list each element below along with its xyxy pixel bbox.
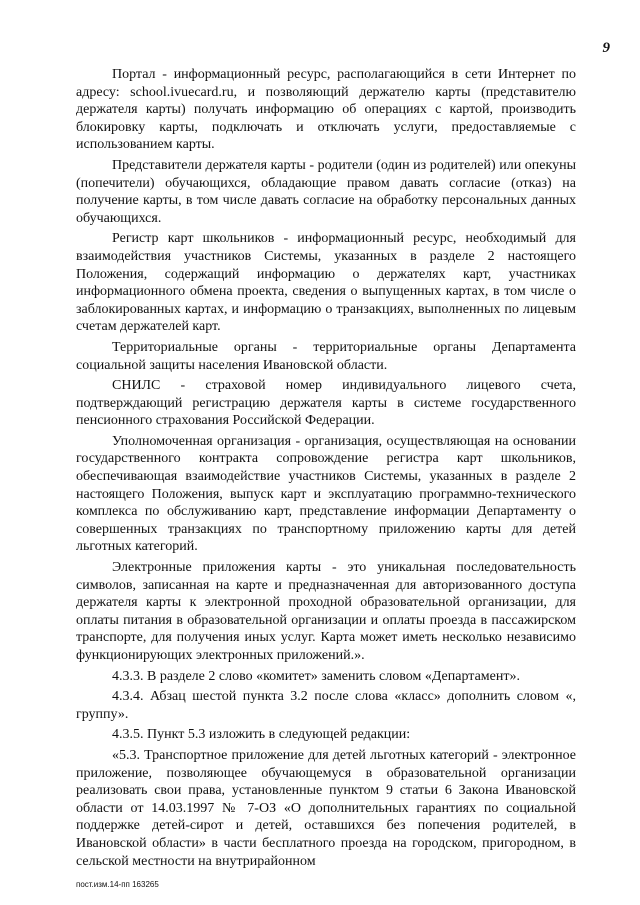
document-body [76, 66, 576, 870]
paragraph-portal: Портал - информационный ресурс, располагающийся в сети Интернет по адресу: school.ivuecard.ru, и позволяющий держателю карты (представителю держателя карты) получать информацию об операциях с картой, производить блокировку карты, подключать и отключать услуги, предоставляемые с использованием карты. [76, 67, 576, 153]
paragraph-electronic-applications: Электронные приложения карты - это уникальная последовательность символов, записанная на карте и предназначенная для авторизованного доступа держателя карты к электронной проходной образовательной организации, для оплаты питания в образовательной организации и оплаты проезда в пассажирском транспорте, для получения иных услуг. Карта может иметь несколько независимо функционирующих электронных приложений.». [76, 560, 576, 663]
paragraph-territorial-bodies: Территориальные органы - территориальные органы Департамента социальной защиты населения Ивановской области. [76, 339, 576, 373]
footer-reference: пост.изм.14-пп 163265 [76, 880, 159, 889]
paragraph-4-3-4: 4.3.4. Абзац шестой пункта 3.2 после слова «класс» дополнить словом «, группу». [76, 689, 576, 722]
paragraph-4-3-5: 4.3.5. Пункт 5.3 изложить в следующей редакции: [112, 727, 411, 743]
paragraph-authorized-organization: Уполномоченная организация - организация, осуществляющая на основании государственного контракта сопровождение регистра карт школьников, обеспечивающая взаимодействие участников Системы, указанных в разделе 2 настоящего Положения, выпуск карт и эксплуатацию программно-технического комплекса по обслуживанию карт, представление информации Департаменту о совершенных транзакциях по транспортному приложению карты для детей льготных категорий. [76, 433, 576, 555]
paragraph-4-3-3: 4.3.3. В разделе 2 слово «комитет» заменить словом «Департамент». [112, 668, 520, 684]
paragraph-registry: Регистр карт школьников - информационный ресурс, необходимый для взаимодействия участников Системы, указанных в разделе 2 настоящего Положения, содержащий информацию о держателях карт, участниках информационного обмена проекта, сведения о выпущенных картах, в том числе о заблокированных картах, и информацию о транзакциях, выполненных по лицевым счетам держателей карт. [76, 231, 576, 335]
paragraph-5-3: «5.3. Транспортное приложение для детей льготных категорий - электронное приложение, позволяющее обучающемуся в образовательной организации реализовать свои права, установленные пунктом 9 статьи 6 Закона Ивановской области от 14.03.1997 № 7-ОЗ «О дополнительных гарантиях по социальной поддержке детей-сирот и детей, оставшихся без попечения родителей, в Ивановской области» в части бесплатного проезда на городском, пригородном, в сельской местности на внутрирайонном [76, 747, 576, 869]
page-number: 9 [602, 40, 610, 56]
paragraph-snils: СНИЛС - страховой номер индивидуального лицевого счета, подтверждающий регистрацию держателя карты в системе государственного пенсионного страхования Российской Федерации. [76, 378, 576, 429]
paragraph-representatives: Представители держателя карты - родители (один из родителей) или опекуны (попечители) обучающихся, обладающие правом давать согласие (отказ) на получение карты, в том числе давать согласие на обработку персональных данных обучающихся. [76, 157, 576, 226]
